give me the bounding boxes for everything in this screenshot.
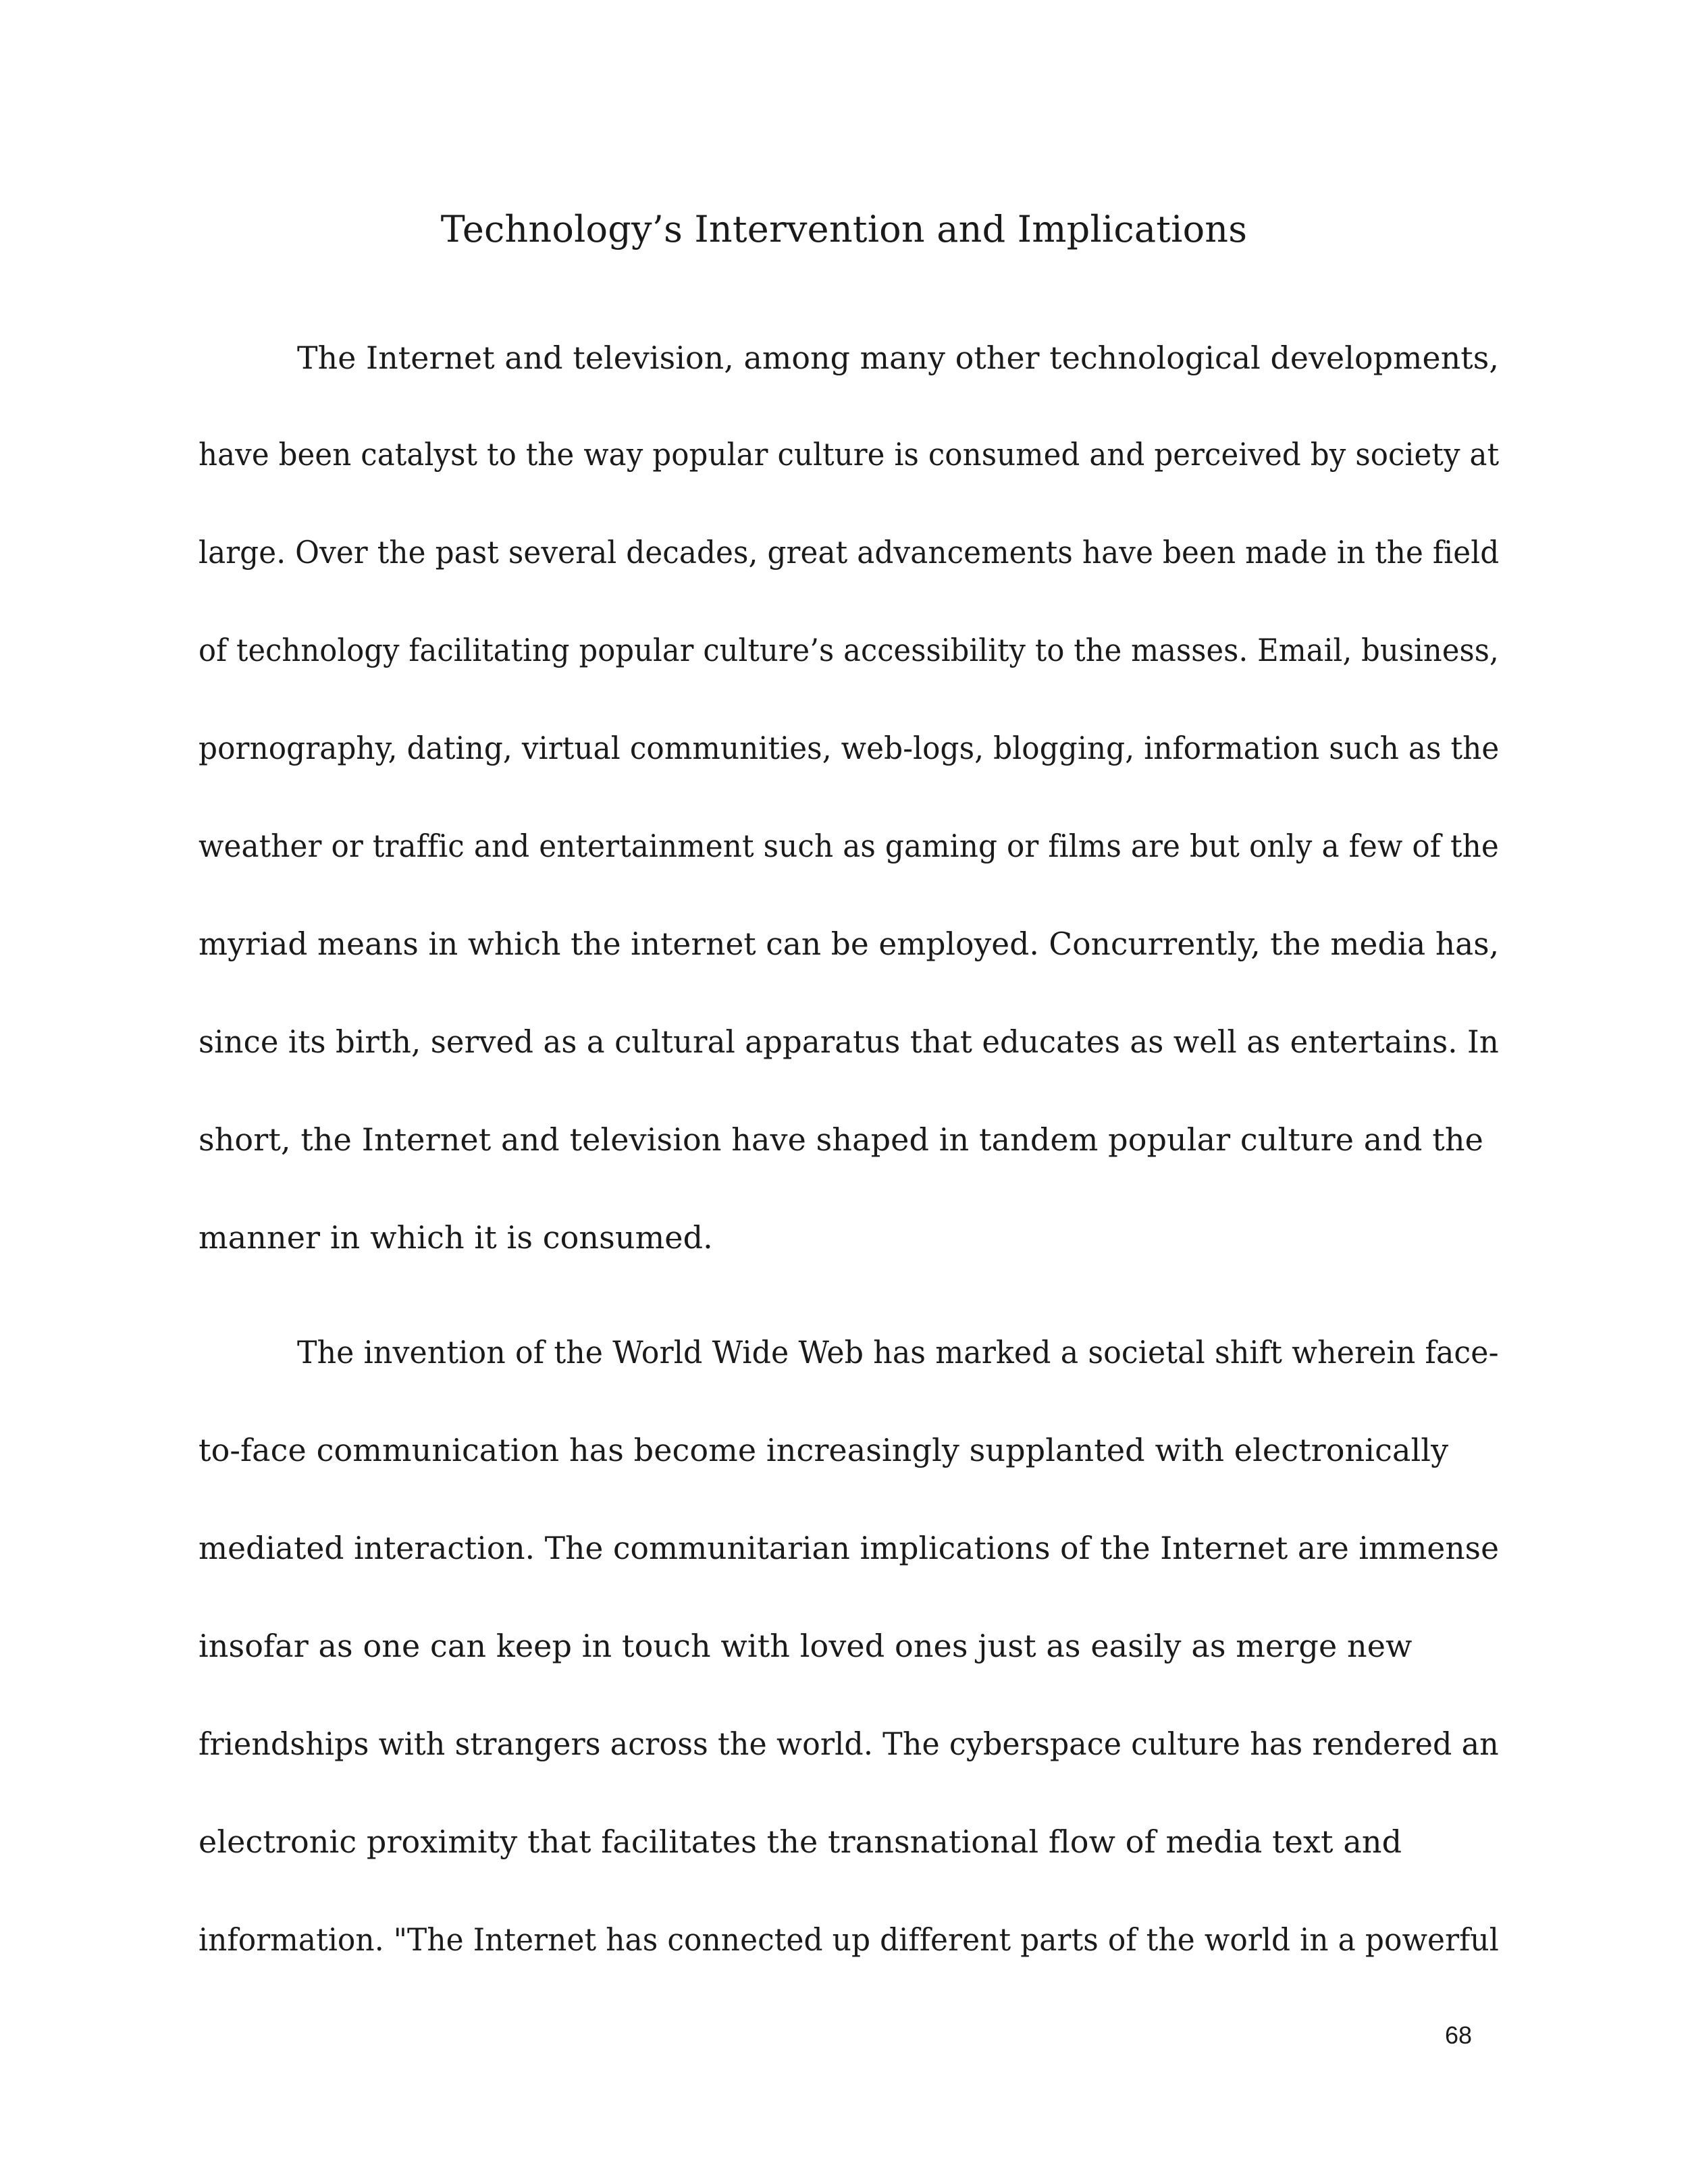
- page-title: Technology’s Intervention and Implications: [440, 208, 1248, 250]
- paragraph-1-line-2: have been catalyst to the way popular culture is consumed and perceived by society at: [199, 436, 1500, 473]
- paragraph-2-line-1: The invention of the World Wide Web has marked a societal shift wherein face-: [297, 1334, 1499, 1370]
- paragraph-1-line-10: manner in which it is consumed.: [199, 1219, 713, 1256]
- paragraph-2-line-6: electronic proximity that facilitates the transnational flow of media text and: [199, 1823, 1402, 1860]
- paragraph-1-line-7: myriad means in which the internet can be employed. Concurrently, the media has,: [199, 926, 1500, 962]
- paragraph-1-line-8: since its birth, served as a cultural apparatus that educates as well as entertains. In: [199, 1023, 1499, 1060]
- page-number: 68: [1445, 2021, 1473, 2049]
- paragraph-1-line-3: large. Over the past several decades, great advancements have been made in the field: [199, 534, 1500, 570]
- paragraph-1-line-1: The Internet and television, among many other technological developments,: [297, 340, 1500, 376]
- paragraph-2-line-3: mediated interaction. The communitarian implications of the Internet are immense: [199, 1530, 1500, 1566]
- paragraph-2-line-5: friendships with strangers across the world. The cyberspace culture has rendered an: [199, 1726, 1499, 1762]
- paragraph-1-line-5: pornography, dating, virtual communities, web-logs, blogging, information such as the: [199, 730, 1500, 766]
- paragraph-1-line-6: weather or traffic and entertainment such as gaming or films are but only a few of the: [199, 828, 1499, 864]
- paragraph-2-line-4: insofar as one can keep in touch with loved ones just as easily as merge new: [199, 1628, 1413, 1664]
- paragraph-1-line-9: short, the Internet and television have shaped in tandem popular culture and the: [199, 1121, 1483, 1158]
- paragraph-1-line-4: of technology facilitating popular culture’s accessibility to the masses. Email, business,: [199, 632, 1499, 668]
- paragraph-2-line-7: information. "The Internet has connected up different parts of the world in a powerful: [199, 1921, 1499, 1958]
- paragraph-2-line-2: to-face communication has become increasingly supplanted with electronically: [199, 1432, 1449, 1468]
